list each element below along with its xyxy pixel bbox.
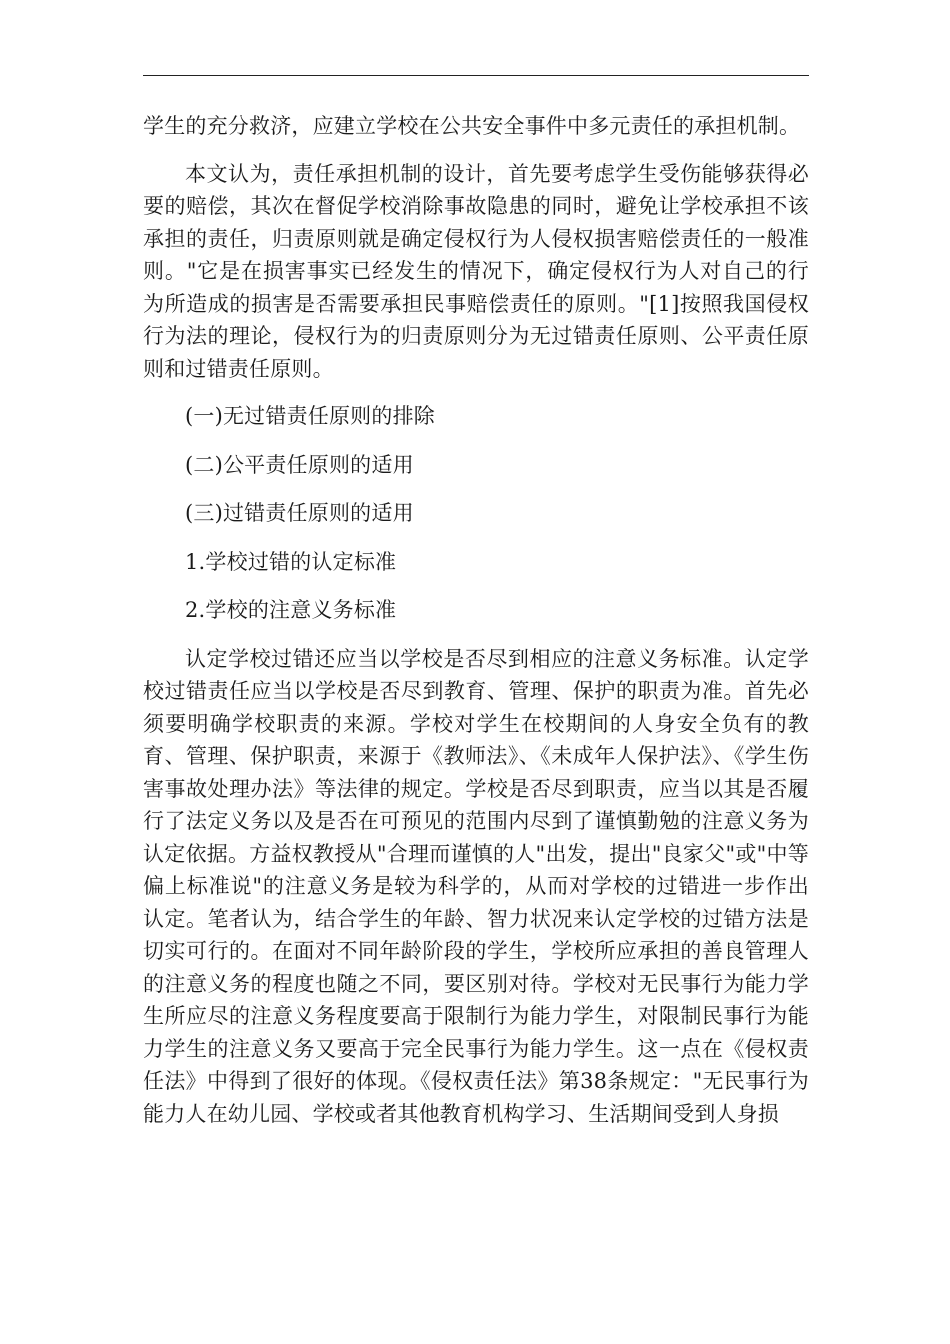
section-heading-1: (一)无过错责任原则的排除 bbox=[185, 404, 435, 428]
section-heading-2: (二)公平责任原则的适用 bbox=[185, 452, 414, 477]
subsection-heading-1: 1.学校过错的认定标准 bbox=[185, 549, 397, 574]
header-rule bbox=[143, 75, 809, 76]
document-body bbox=[143, 110, 809, 1145]
subsection-heading-2: 2.学校的注意义务标准 bbox=[185, 598, 397, 622]
continued-paragraph: 学生的充分救济，应建立学校在公共安全事件中多元责任的承担机制。 bbox=[143, 114, 801, 138]
intro-paragraph: 本文认为，责任承担机制的设计，首先要考虑学生受伤能够获得必要的赔偿，其次在督促学校消除事故隐患的同时，避免让学校承担不该承担的责任，归责原则就是确定侵权行为人侵权损害赔偿责任的一般准则。"它是在损害事实已经发生的情况下，确定侵权行为人对自己的行为所造成的损害是否需要承担民事赔偿责任的原则。"[1]按照我国侵权行为法的理论，侵权行为的归责原则分为无过错责任原则、公平责任原则和过错责任原则。 bbox=[143, 161, 809, 381]
body-paragraph: 认定学校过错还应当以学校是否尽到相应的注意义务标准。认定学校过错责任应当以学校是否尽到教育、管理、保护的职责为准。首先必须要明确学校职责的来源。学校对学生在校期间的人身安全负有的教育、管理、保护职责，来源于《教师法》、《未成年人保护法》、《学生伤害事故处理办法》等法律的规定。学校是否尽到职责，应当以其是否履行了法定义务以及是否在可预见的范围内尽到了谨慎勤勉的注意义务为认定依据。方益权教授从"合理而谨慎的人"出发，提出"良家父"或"中等偏上标准说"的注意义务是较为科学的，从而对学校的过错进一步作出认定。笔者认为，结合学生的年龄、智力状况来认定学校的过错方法是切实可行的。在面对不同年龄阶段的学生，学校所应承担的善良管理人的注意义务的程度也随之不同，要区别对待。学校对无民事行为能力学生所应尽的注意义务程度要高于限制行为能力学生，对限制民事行为能力学生的注意义务又要高于完全民事行为能力学生。这一点在《侵权责任法》中得到了很好的体现。《侵权责任法》第38条规定："无民事行为能力人在幼儿园、学校或者其他教育机构学习、生活期间受到人身损 bbox=[143, 646, 809, 1126]
section-heading-3: (三)过错责任原则的适用 bbox=[185, 501, 414, 525]
